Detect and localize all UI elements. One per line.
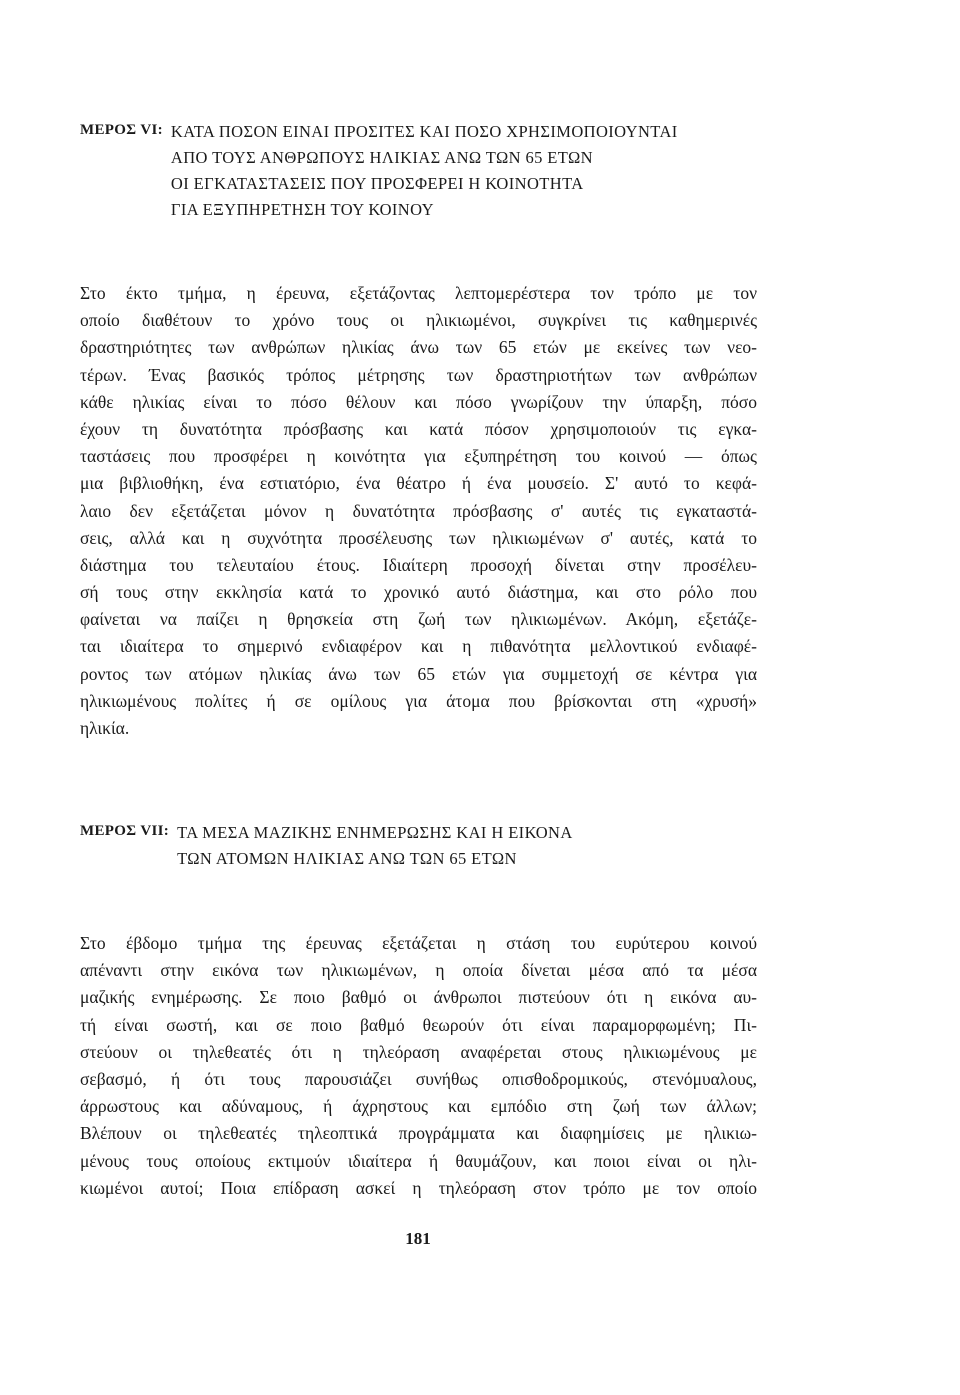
section-7-title-line: ΤΑ ΜΕΣΑ ΜΑΖΙΚΗΣ ΕΝΗΜΕΡΩΣΗΣ ΚΑΙ Η ΕΙΚΟΝΑ (177, 823, 573, 842)
paragraph-line: φαίνεται να παίζει η θρησκεία στη ζωή των ηλικιωμένων. Ακόμη, εξετάζε- (80, 609, 757, 630)
section-7-label: ΜΕΡΟΣ VII: (80, 823, 170, 839)
paragraph-line: κιωμένοι αυτοί; Ποια επίδραση ασκεί η τηλεόραση στον τρόπο με τον οποίο (80, 1177, 757, 1198)
paragraph-line: στεύουν οι τηλεθεατές ότι η τηλεόραση αναφέρεται στους ηλικιωμένους με (80, 1041, 757, 1062)
paragraph-line: ηλικιωμένους πολίτες ή σε ομίλους για άτομα που βρίσκονται στη «χρυσή» (80, 690, 757, 711)
paragraph-line: δραστηριότητες των ανθρώπων ηλικίας άνω των 65 ετών με εκείνες των νεο- (80, 337, 757, 358)
paragraph-line: Βλέπουν οι τηλεθεατές τηλεοπτικά προγράμματα και διαφημίσεις με ηλικιω- (80, 1123, 757, 1144)
paragraph-line: κάθε ηλικίας είναι το πόσο θέλουν και πόσο γνωρίζουν την ύπαρξη, πόσο (80, 391, 757, 412)
paragraph-line: ηλικία. (80, 718, 130, 738)
page-number: 181 (405, 1229, 431, 1248)
paragraph-line: σή τους στην εκκλησία κατά το χρονικό αυτό διάστημα, και στο ρόλο που (80, 582, 757, 603)
paragraph-line: μένους τους οποίους εκτιμούν ιδιαίτερα ή θαυμάζουν, και ποιοι είναι οι ηλι- (80, 1150, 757, 1171)
section-7-title-line: ΤΩΝ ΑΤΟΜΩΝ ΗΛΙΚΙΑΣ ΑΝΩ ΤΩΝ 65 ΕΤΩΝ (177, 849, 517, 868)
paragraph-line: σεις, αλλά και η συχνότητα προσέλευσης των ηλικιωμένων σ' αυτές, κατά το (80, 527, 757, 548)
paragraph-line: απέναντι στην εικόνα των ηλικιωμένων, η οποία δίνεται μέσα από τα μέσα (80, 960, 757, 981)
paragraph-line: έχουν τη δυνατότητα πρόσβασης και κατά πόσον χρησιμοποιούν τις εγκα- (80, 418, 757, 439)
section-6-title-line: ΑΠΟ ΤΟΥΣ ΑΝΘΡΩΠΟΥΣ ΗΛΙΚΙΑΣ ΑΝΩ ΤΩΝ 65 ΕΤΩΝ (170, 148, 593, 167)
paragraph-line: ροντος των ατόμων ηλικίας άνω των 65 ετών για συμμετοχή σε κέντρα για (80, 663, 757, 684)
paragraph-line: τή είναι σωστή, και σε ποιο βαθμό θεωρούν ότι είναι παραμορφωμένη; Πι- (80, 1014, 757, 1035)
paragraph-line: μαζικής ενημέρωσης. Σε ποιο βαθμό οι άνθρωποι πιστεύουν ότι η εικόνα αυ- (80, 987, 757, 1008)
paragraph-line: Στο έβδομο τμήμα της έρευνας εξετάζεται η στάση του ευρύτερου κοινού (80, 933, 757, 953)
section-7-title (177, 820, 573, 872)
section-6-paragraph (80, 280, 757, 742)
section-6-title (171, 119, 678, 223)
section-6-label: ΜΕΡΟΣ VI: (80, 122, 163, 138)
paragraph-line: σεβασμό, ή ότι τους παρουσιάζει συνήθως οπισθοδρομικούς, στενόμυαλους, (80, 1068, 757, 1089)
section-7-paragraph (80, 930, 757, 1202)
paragraph-line: διάστημα του τελευταίου έτους. Ιδιαίτερη προσοχή δίνεται στην προσέλευ- (80, 554, 757, 575)
paragraph-line: άρρωστους και αδύναμους, ή άχρηστους και εμπόδιο στη ζωή των άλλων; (80, 1096, 757, 1117)
paragraph-line: ται ιδιαίτερα το σημερινό ενδιαφέρον και η πιθανότητα μελλοντικού ενδιαφέ- (80, 636, 757, 657)
paragraph-line: λαιο δεν εξετάζεται μόνον η δυνατότητα πρόσβασης σ' αυτές τις εγκαταστά- (80, 500, 757, 521)
section-6-title-line: ΚΑΤΑ ΠΟΣΟΝ ΕΙΝΑΙ ΠΡΟΣΙΤΕΣ ΚΑΙ ΠΟΣΟ ΧΡΗΣΙΜΟΠΟΙΟΥΝΤΑΙ (170, 122, 678, 141)
section-6-title-line: ΓΙΑ ΕΞΥΠΗΡΕΤΗΣΗ ΤΟΥ ΚΟΙΝΟΥ (170, 200, 434, 219)
paragraph-line: μια βιβλιοθήκη, ένα εστιατόριο, ένα θέατρο ή ένα μουσείο. Σ' αυτό το κεφά- (80, 473, 757, 494)
paragraph-line: ταστάσεις που προσφέρει η κοινότητα για εξυπηρέτηση του κοινού — όπως (80, 446, 757, 467)
section-7-heading (80, 820, 880, 872)
section-6-title-line: ΟΙ ΕΓΚΑΤΑΣΤΑΣΕΙΣ ΠΟΥ ΠΡΟΣΦΕΡΕΙ Η ΚΟΙΝΟΤΗΤΑ (170, 174, 584, 193)
paragraph-line: τέρων. Ένας βασικός τρόπος μέτρησης των δραστηριοτήτων των ανθρώπων (80, 364, 757, 385)
paragraph-line: οποίο διαθέτουν το χρόνο τους οι ηλικιωμένοι, συγκρίνει τις καθημερινές (80, 310, 757, 331)
paragraph-line: Στο έκτο τμήμα, η έρευνα, εξετάζοντας λεπτομερέστερα τον τρόπο με τον (80, 283, 757, 303)
section-6-heading (80, 119, 880, 223)
